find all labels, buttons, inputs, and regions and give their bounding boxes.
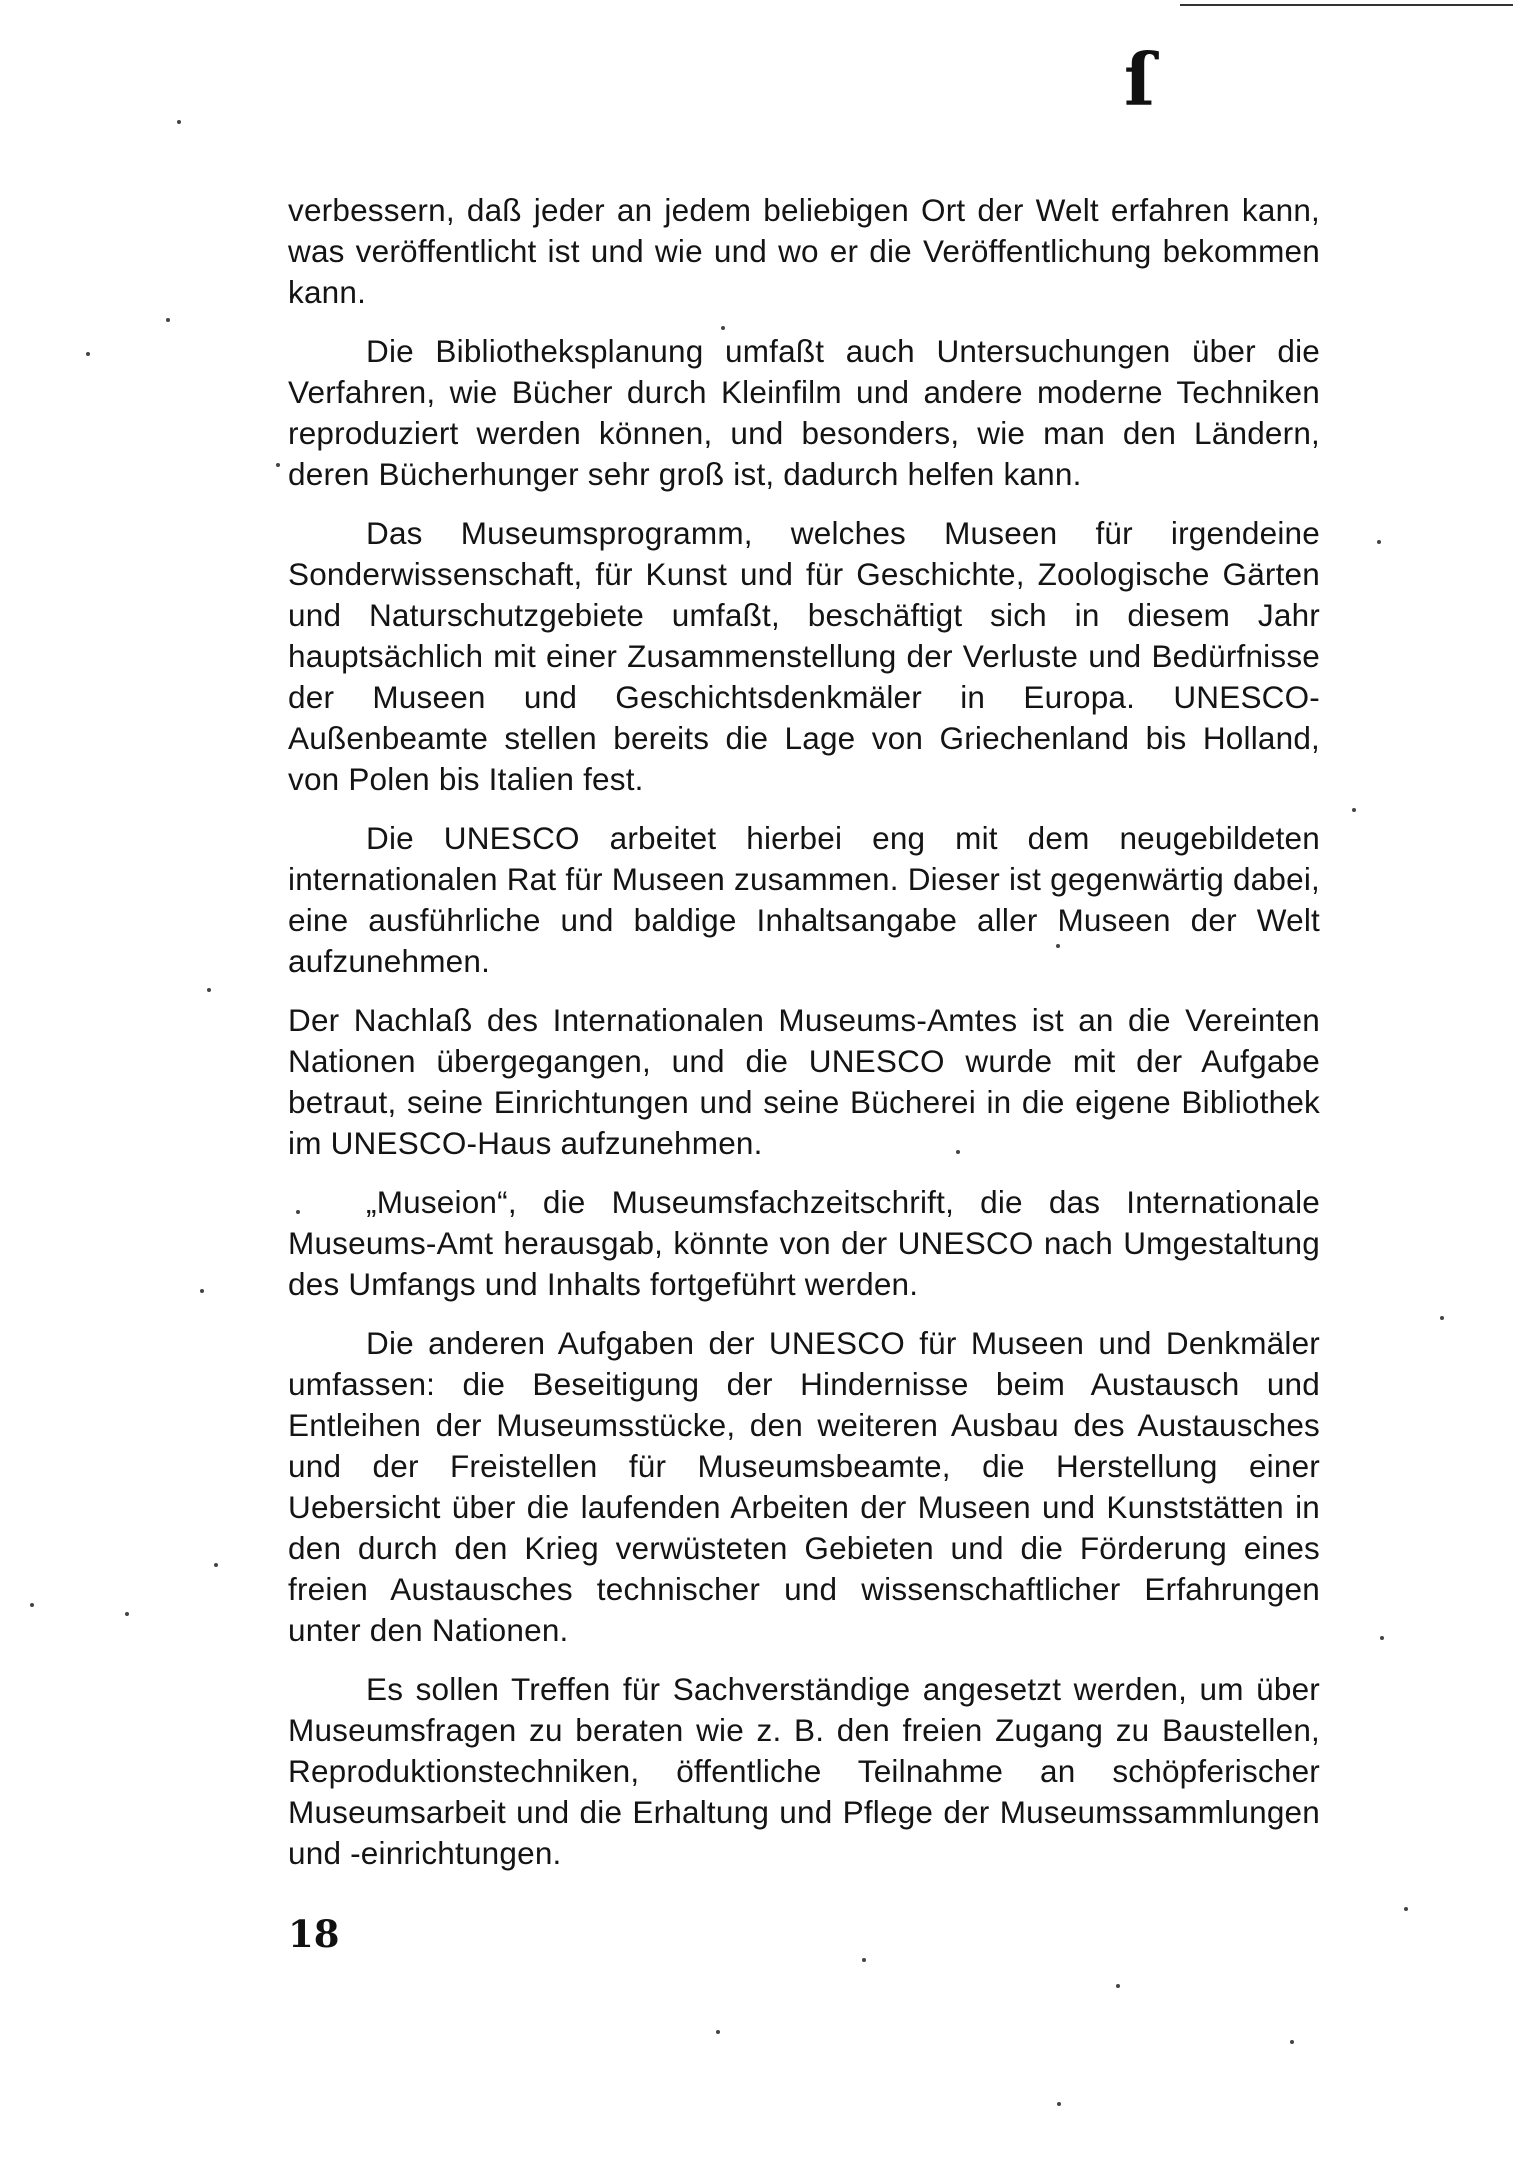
scan-speck <box>1352 808 1356 812</box>
corner-ink-mark: ſ <box>1124 37 1155 122</box>
scan-speck <box>862 1958 866 1962</box>
scan-speck <box>1116 1984 1120 1988</box>
paragraph: Die anderen Aufgaben der UNESCO für Museen und Denkmäler umfassen: die Beseitigung der Hindernisse beim Austausch und Entleihen der Museumsstücke, den weiteren Ausbau des Austausches und der Freistellen für Museumsbeamte, die Herstellung einer Uebersicht über die laufenden Arbeiten der Museen und Kunststätten in den durch den Krieg verwüsteten Gebieten und die Förderung eines freien Austausches technischer und wissenschaftlicher Erfahrungen unter den Nationen. <box>288 1325 1320 1648</box>
scan-speck <box>1290 2040 1294 2044</box>
paragraph: Es sollen Treffen für Sachverständige angesetzt werden, um über Museumsfragen zu beraten wie z. B. den freien Zugang zu Baustellen, Reproduktionstechniken, öffentliche Teilnahme an schöpferischer Museumsarbeit und die Erhaltung und Pflege der Museumssammlungen und -einrichtungen. <box>288 1671 1320 1871</box>
scan-speck <box>1440 1316 1444 1320</box>
scan-speck <box>716 2030 720 2034</box>
scan-speck <box>276 463 280 467</box>
scan-speck <box>30 1603 34 1607</box>
paragraph: „Museion“, die Museumsfachzeitschrift, die das Internationale Museums-Amt herausgab, könnte von der UNESCO nach Umgestaltung des Umfangs und Inhalts fortgeführt werden. <box>288 1184 1320 1302</box>
top-edge-rule <box>1180 4 1513 6</box>
page-number: 18 <box>288 1912 340 1956</box>
body-text <box>288 190 1320 1874</box>
paragraph: verbessern, daß jeder an jedem beliebigen Ort der Welt erfahren kann, was veröffentlicht ist und wie und wo er die Veröffentlichung bekommen kann. <box>288 192 1320 310</box>
paragraph: Der Nachlaß des Internationalen Museums-Amtes ist an die Vereinten Nationen übergegangen, und die UNESCO wurde mit der Aufgabe betraut, seine Einrichtungen und seine Bücherei in die eigene Bibliothek im UNESCO-Haus aufzunehmen. <box>288 1002 1320 1161</box>
scan-speck <box>1380 1636 1384 1640</box>
scan-speck <box>1057 2102 1061 2106</box>
scan-speck <box>1404 1907 1408 1911</box>
scan-speck <box>177 120 181 124</box>
scan-speck <box>166 318 170 322</box>
paragraph: Die UNESCO arbeitet hierbei eng mit dem neugebildeten internationalen Rat für Museen zusammen. Dieser ist gegenwärtig dabei, eine ausführliche und baldige Inhaltsangabe aller Museen der Welt aufzunehmen. <box>288 820 1320 979</box>
scan-speck <box>200 1289 204 1293</box>
paragraph: Das Museumsprogramm, welches Museen für irgendeine Sonderwissenschaft, für Kunst und für Geschichte, Zoologische Gärten und Naturschutzgebiete umfaßt, beschäftigt sich in diesem Jahr hauptsächlich mit einer Zusammenstellung der Verluste und Bedürfnisse der Museen und Geschichtsdenkmäler in Europa. UNESCO-Außenbeamte stellen bereits die Lage von Griechenland bis Holland, von Polen bis Italien fest. <box>288 515 1320 797</box>
scan-speck <box>214 1563 218 1567</box>
scan-speck <box>1377 540 1381 544</box>
scan-speck <box>207 988 211 992</box>
paragraph: Die Bibliotheksplanung umfaßt auch Untersuchungen über die Verfahren, wie Bücher durch Kleinfilm und andere moderne Techniken reproduziert werden können, und besonders, wie man den Ländern, deren Bücherhunger sehr groß ist, dadurch helfen kann. <box>288 333 1320 492</box>
scan-speck <box>86 352 90 356</box>
scan-speck <box>125 1612 129 1616</box>
